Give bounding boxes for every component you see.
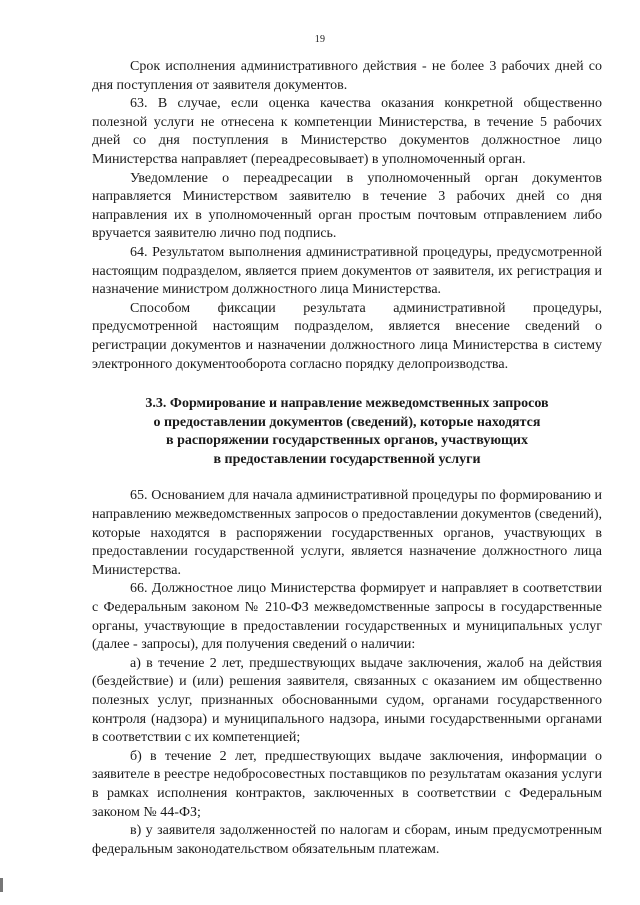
section-heading-3-3 xyxy=(92,395,602,469)
paragraph-result-fixation: Способом фиксации результата административной процедуры, предусмотренной настоящим подразделом, является внесение сведений о регистрации документов и назначении должностного лица Министерства в систему электронного документооборота согласно порядку делопроизводства. xyxy=(92,300,602,372)
paragraph-redirect-notice: Уведомление о переадресации в уполномоченный орган документов направляется Министерством заявителю в течение 3 рабочих дней со дня направления их в уполномоченный орган простым почтовым отправлением либо вручается заявителю лично под подпись. xyxy=(92,170,602,242)
paragraph-66: 66. Должностное лицо Министерства формирует и направляет в соответствии с Федеральным законом № 210-ФЗ межведомственные запросы в государственные органы, участвующие в предоставлении государственных и муниципальных услуг (далее - запросы), для получения сведений о наличии: xyxy=(92,581,602,653)
scan-edge-mark xyxy=(0,878,3,892)
paragraph-65: 65. Основанием для начала административной процедуры по формированию и направлению межведомственных запросов о предоставлении документов (сведений), которые находятся в распоряжении государственных органов, участвующих в предоставлении государственной услуги, является назначение должностного лица Министерства. xyxy=(92,488,602,578)
document-body xyxy=(92,58,602,859)
page-number: 19 xyxy=(314,34,326,45)
heading-line: о предоставлении документов (сведений), которые находятся xyxy=(153,414,541,430)
list-item-v: в) у заявителя задолженностей по налогам и сборам, иным предусмотренным федеральным законодательством обязательным платежам. xyxy=(92,823,602,857)
paragraph-64: 64. Результатом выполнения административной процедуры, предусмотренной настоящим подразделом, является прием документов от заявителя, их регистрация и назначение министром должностного лица Министерства. xyxy=(92,244,602,298)
paragraph-63: 63. В случае, если оценка качества оказания конкретной общественно полезной услуги не отнесена к компетенции Министерства, в течение 5 рабочих дней со дня поступления в Министерство документов должностное лицо Министерства направляет (переадресовывает) в уполномоченный орган. xyxy=(92,96,602,167)
heading-line: в предоставлении государственной услуги xyxy=(213,451,481,467)
heading-line: 3.3. Формирование и направление межведомственных запросов xyxy=(145,396,549,412)
heading-line: в распоряжении государственных органов, участвующих xyxy=(166,433,528,449)
list-item-b: б) в течение 2 лет, предшествующих выдаче заключения, информации о заявителе в реестре недобросовестных поставщиков по результатам оказания услуги в рамках исполнения контрактов, заключенных в соответствии с Федеральным законом № 44-ФЗ; xyxy=(92,748,602,820)
paragraph-deadline: Срок исполнения административного действия - не более 3 рабочих дней со дня поступления от заявителя документов. xyxy=(92,59,602,93)
list-item-a: а) в течение 2 лет, предшествующих выдаче заключения, жалоб на действия (бездействие) и (или) решения заявителя, связанных с оказанием им общественно полезных услуг, признанных обоснованными судом, органами государственного контроля (надзора) и муниципального надзора, иными государственными органами в соответствии с их компетенцией; xyxy=(92,655,602,746)
